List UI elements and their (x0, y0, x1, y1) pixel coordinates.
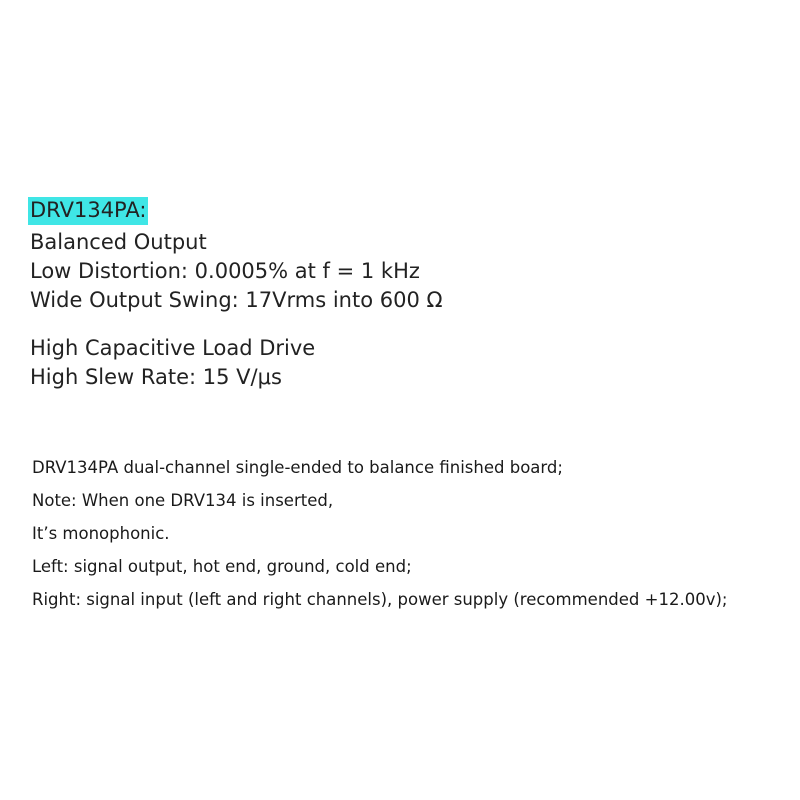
feature-item: Balanced Output (30, 230, 207, 254)
note-line: It’s monophonic. (32, 524, 170, 543)
note-line: DRV134PA dual-channel single-ended to balance finished board; (32, 458, 563, 477)
feature-heading-line (30, 197, 148, 225)
note-line: Left: signal output, hot end, ground, cold end; (32, 557, 412, 576)
feature-heading: DRV134PA: (28, 197, 148, 225)
note-line: Note: When one DRV134 is inserted, (32, 491, 334, 510)
feature-item: High Slew Rate: 15 V/μs (30, 365, 282, 389)
feature-item: Wide Output Swing: 17Vrms into 600 Ω (30, 288, 443, 312)
feature-item: Low Distortion: 0.0005% at f = 1 kHz (30, 259, 420, 283)
feature-item: High Capacitive Load Drive (30, 336, 316, 360)
note-line: Right: signal input (left and right channels), power supply (recommended +12.00v); (32, 590, 728, 609)
